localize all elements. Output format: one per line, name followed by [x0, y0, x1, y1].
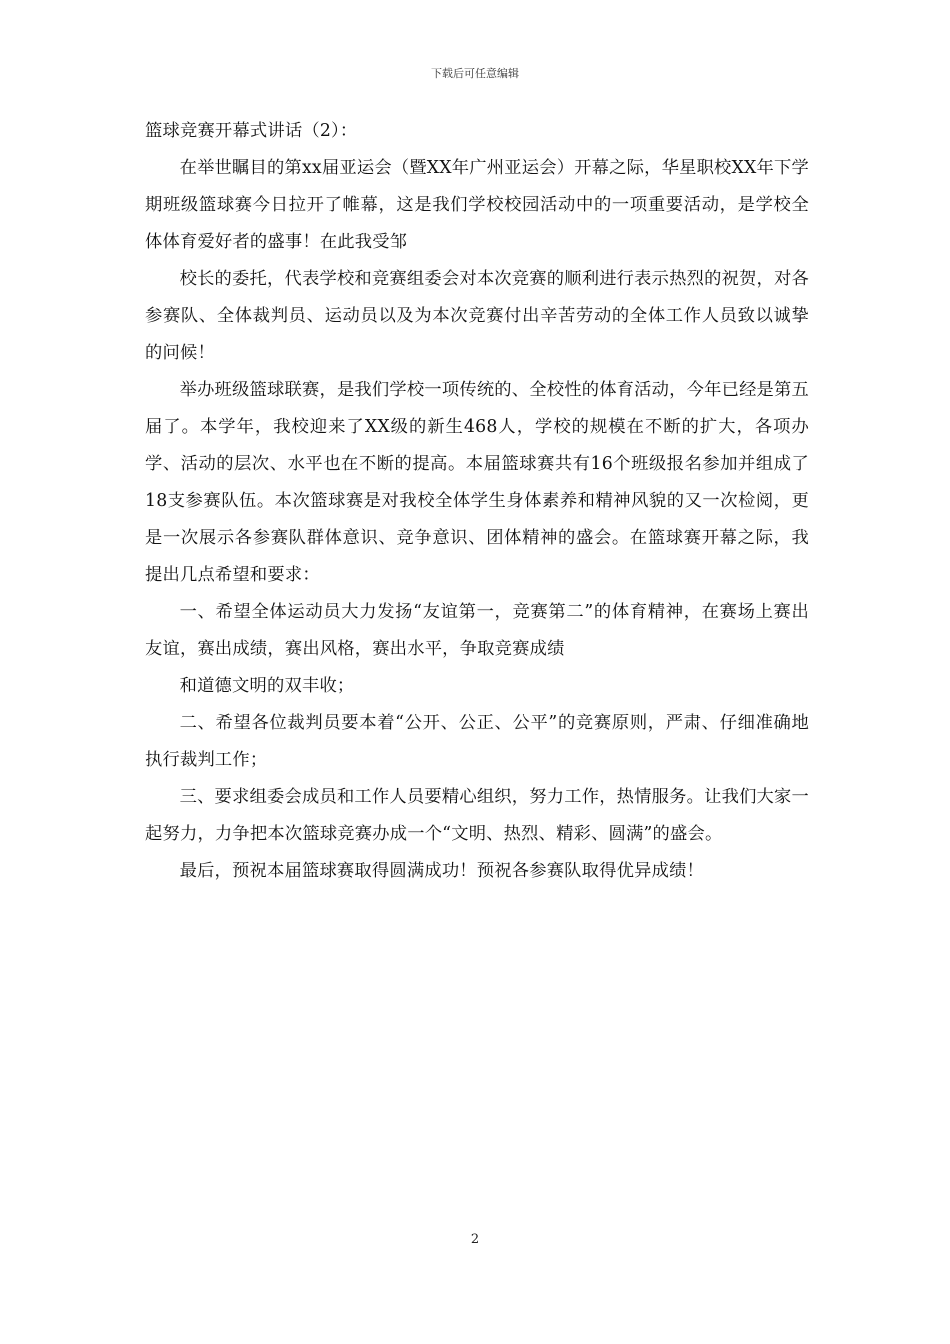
page-number: 2: [470, 1232, 480, 1247]
paragraph-request-referees: 二、希望各位裁判员要本着“公开、公正、公平”的竞赛原则，严肃、仔细准确地执行裁判工作；: [145, 713, 809, 770]
paragraph-request-athletes: 一、希望全体运动员大力发扬“友谊第一，竞赛第二”的体育精神，在赛场上赛出友谊，赛出成绩，赛出风格，赛出水平，争取竞赛成绩: [145, 602, 809, 659]
paragraph-congratulations: 校长的委托，代表学校和竞赛组委会对本次竞赛的顺利进行表示热烈的祝贺，对各参赛队、全体裁判员、运动员以及为本次竞赛付出辛苦劳动的全体工作人员致以诚挚的问候！: [145, 269, 809, 363]
paragraph-request-staff: 三、要求组委会成员和工作人员要精心组织，努力工作，热情服务。让我们大家一起努力，力争把本次篮球竞赛办成一个“文明、热烈、精彩、圆满”的盛会。: [145, 787, 809, 844]
document-body: [145, 113, 809, 890]
paragraph-opening: 在举世瞩目的第xx届亚运会（暨XX年广州亚运会）开幕之际，华星职校XX年下学期班级篮球赛今日拉开了帷幕，这是我们学校校园活动中的一项重要活动，是学校全体体育爱好者的盛事！在此我受邹: [145, 158, 809, 252]
paragraph-request-athletes-continued: 和道德文明的双丰收；: [179, 676, 355, 696]
speech-title: 篮球竞赛开幕式讲话（2）：: [145, 121, 358, 141]
page-header: 下载后可任意编辑: [431, 67, 519, 80]
paragraph-background: 举办班级篮球联赛，是我们学校一项传统的、全校性的体育活动，今年已经是第五届了。本学年，我校迎来了XX级的新生468人，学校的规模在不断的扩大，各项办学、活动的层次、水平也在不断的提高。本届篮球赛共有16个班级报名参加并组成了18支参赛队伍。本次篮球赛是对我校全体学生身体素养和精神风貌的又一次检阅，更是一次展示各参赛队群体意识、竞争意识、团体精神的盛会。在篮球赛开幕之际，我提出几点希望和要求：: [145, 380, 809, 585]
paragraph-closing: 最后，预祝本届篮球赛取得圆满成功！预祝各参赛队取得优异成绩！: [179, 861, 705, 881]
